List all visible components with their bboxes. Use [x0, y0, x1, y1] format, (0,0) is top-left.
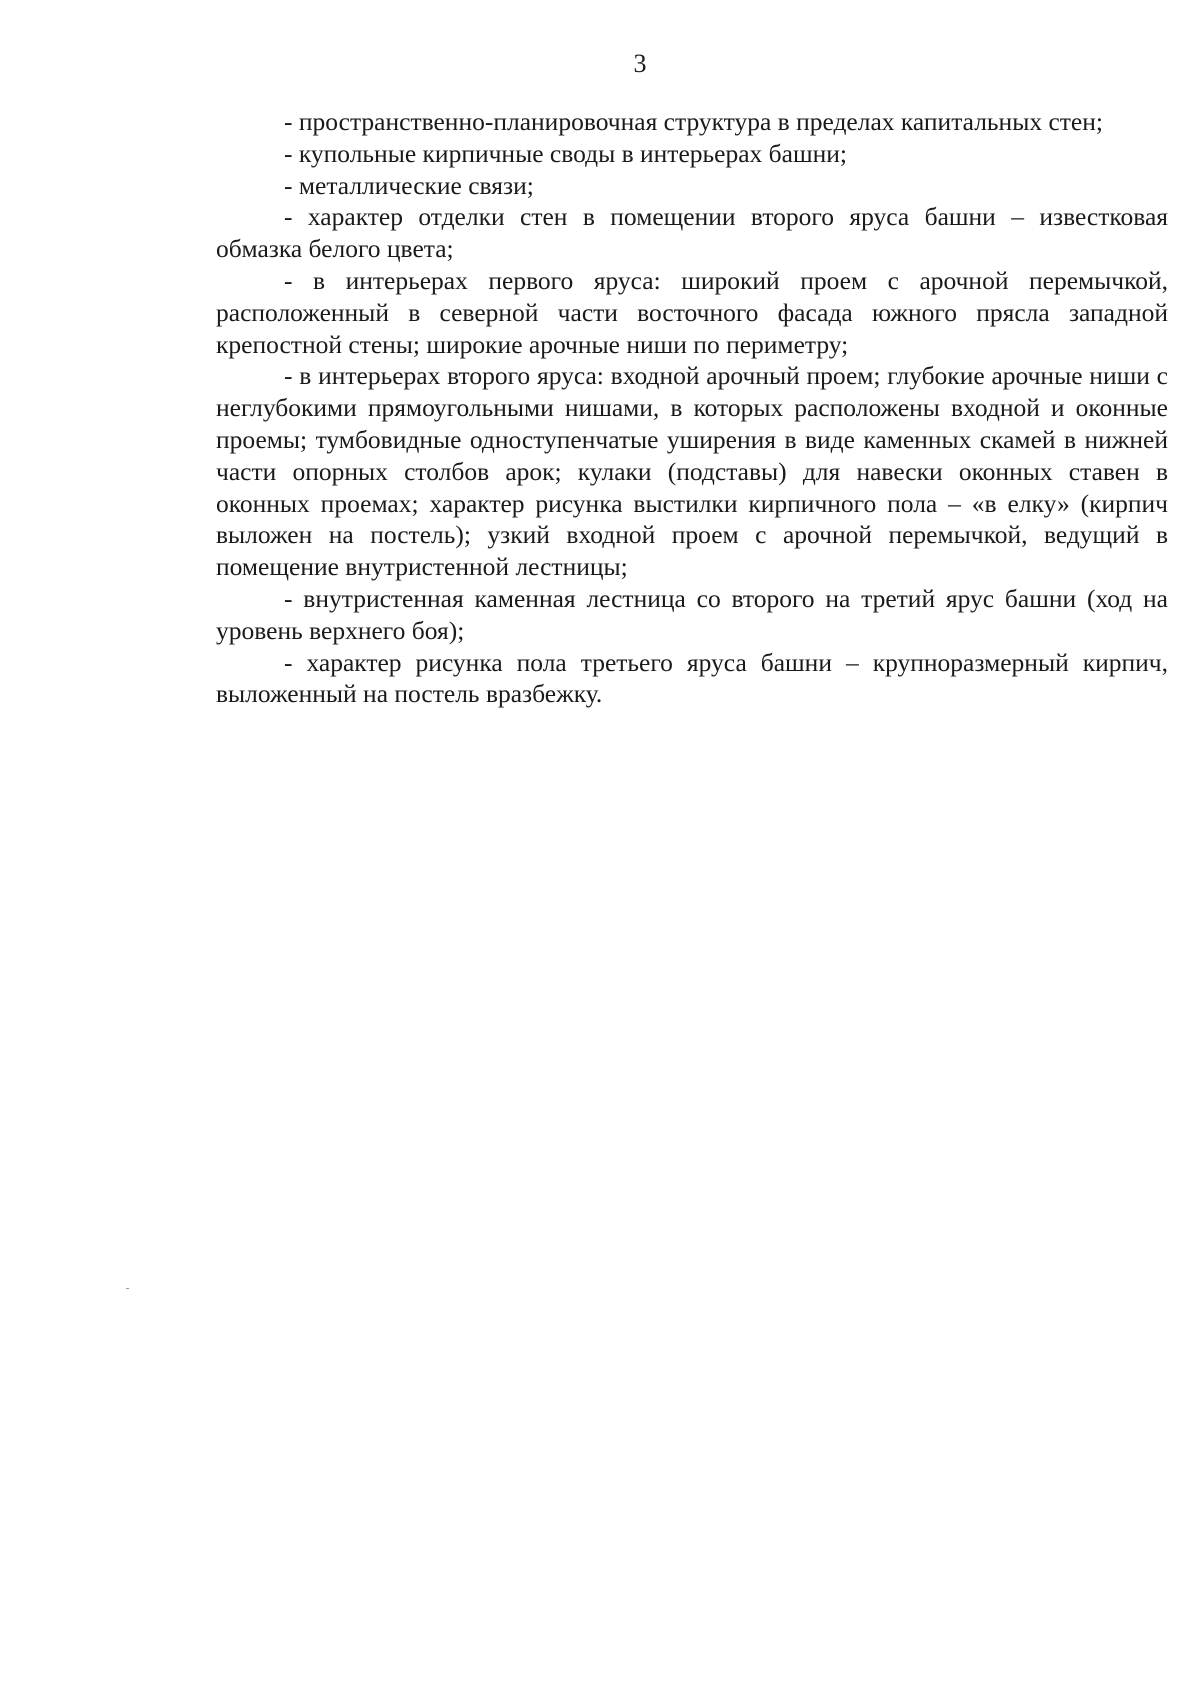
- paragraph-intramural-staircase: - внутристенная каменная лестница со второго на третий ярус башни (ход на уровень верхнего боя);: [216, 583, 1168, 645]
- paragraph-spatial-structure: - пространственно-планировочная структура в пределах капитальных стен;: [284, 107, 1103, 136]
- paragraph-second-tier-interiors: - в интерьерах второго яруса: входной арочный проем; глубокие арочные ниши с неглубокими прямоугольными нишами, в которых расположены входной и оконные проемы; тумбовидные одноступенчатые уширения в виде каменных скамей в нижней части опорных столбов арок; кулаки (подставы) для навески оконных ставен в оконных проемах; характер рисунка выстилки кирпичного пола – «в елку» (кирпич выложен на постель); узкий входной проем с арочной перемычкой, ведущий в помещение внутристенной лестницы;: [216, 361, 1168, 582]
- scan-speck: [126, 1288, 129, 1289]
- document-body: [216, 106, 1168, 710]
- paragraph-first-tier-interiors: - в интерьерах первого яруса: широкий проем с арочной перемычкой, расположенный в северной части восточного фасада южного прясла западной крепостной стены; широкие арочные ниши по периметру;: [216, 265, 1168, 359]
- paragraph-metal-ties: - металлические связи;: [284, 170, 534, 200]
- paragraph-wall-finish: - характер отделки стен в помещении второго яруса башни – известковая обмазка белого цвета;: [216, 202, 1168, 264]
- paragraph-third-tier-floor: - характер рисунка пола третьего яруса башни – крупноразмерный кирпич, выложенный на постель вразбежку.: [216, 647, 1168, 709]
- paragraph-domed-vaults: - купольные кирпичные своды в интерьерах башни;: [284, 138, 847, 168]
- page-number: 3: [633, 49, 647, 78]
